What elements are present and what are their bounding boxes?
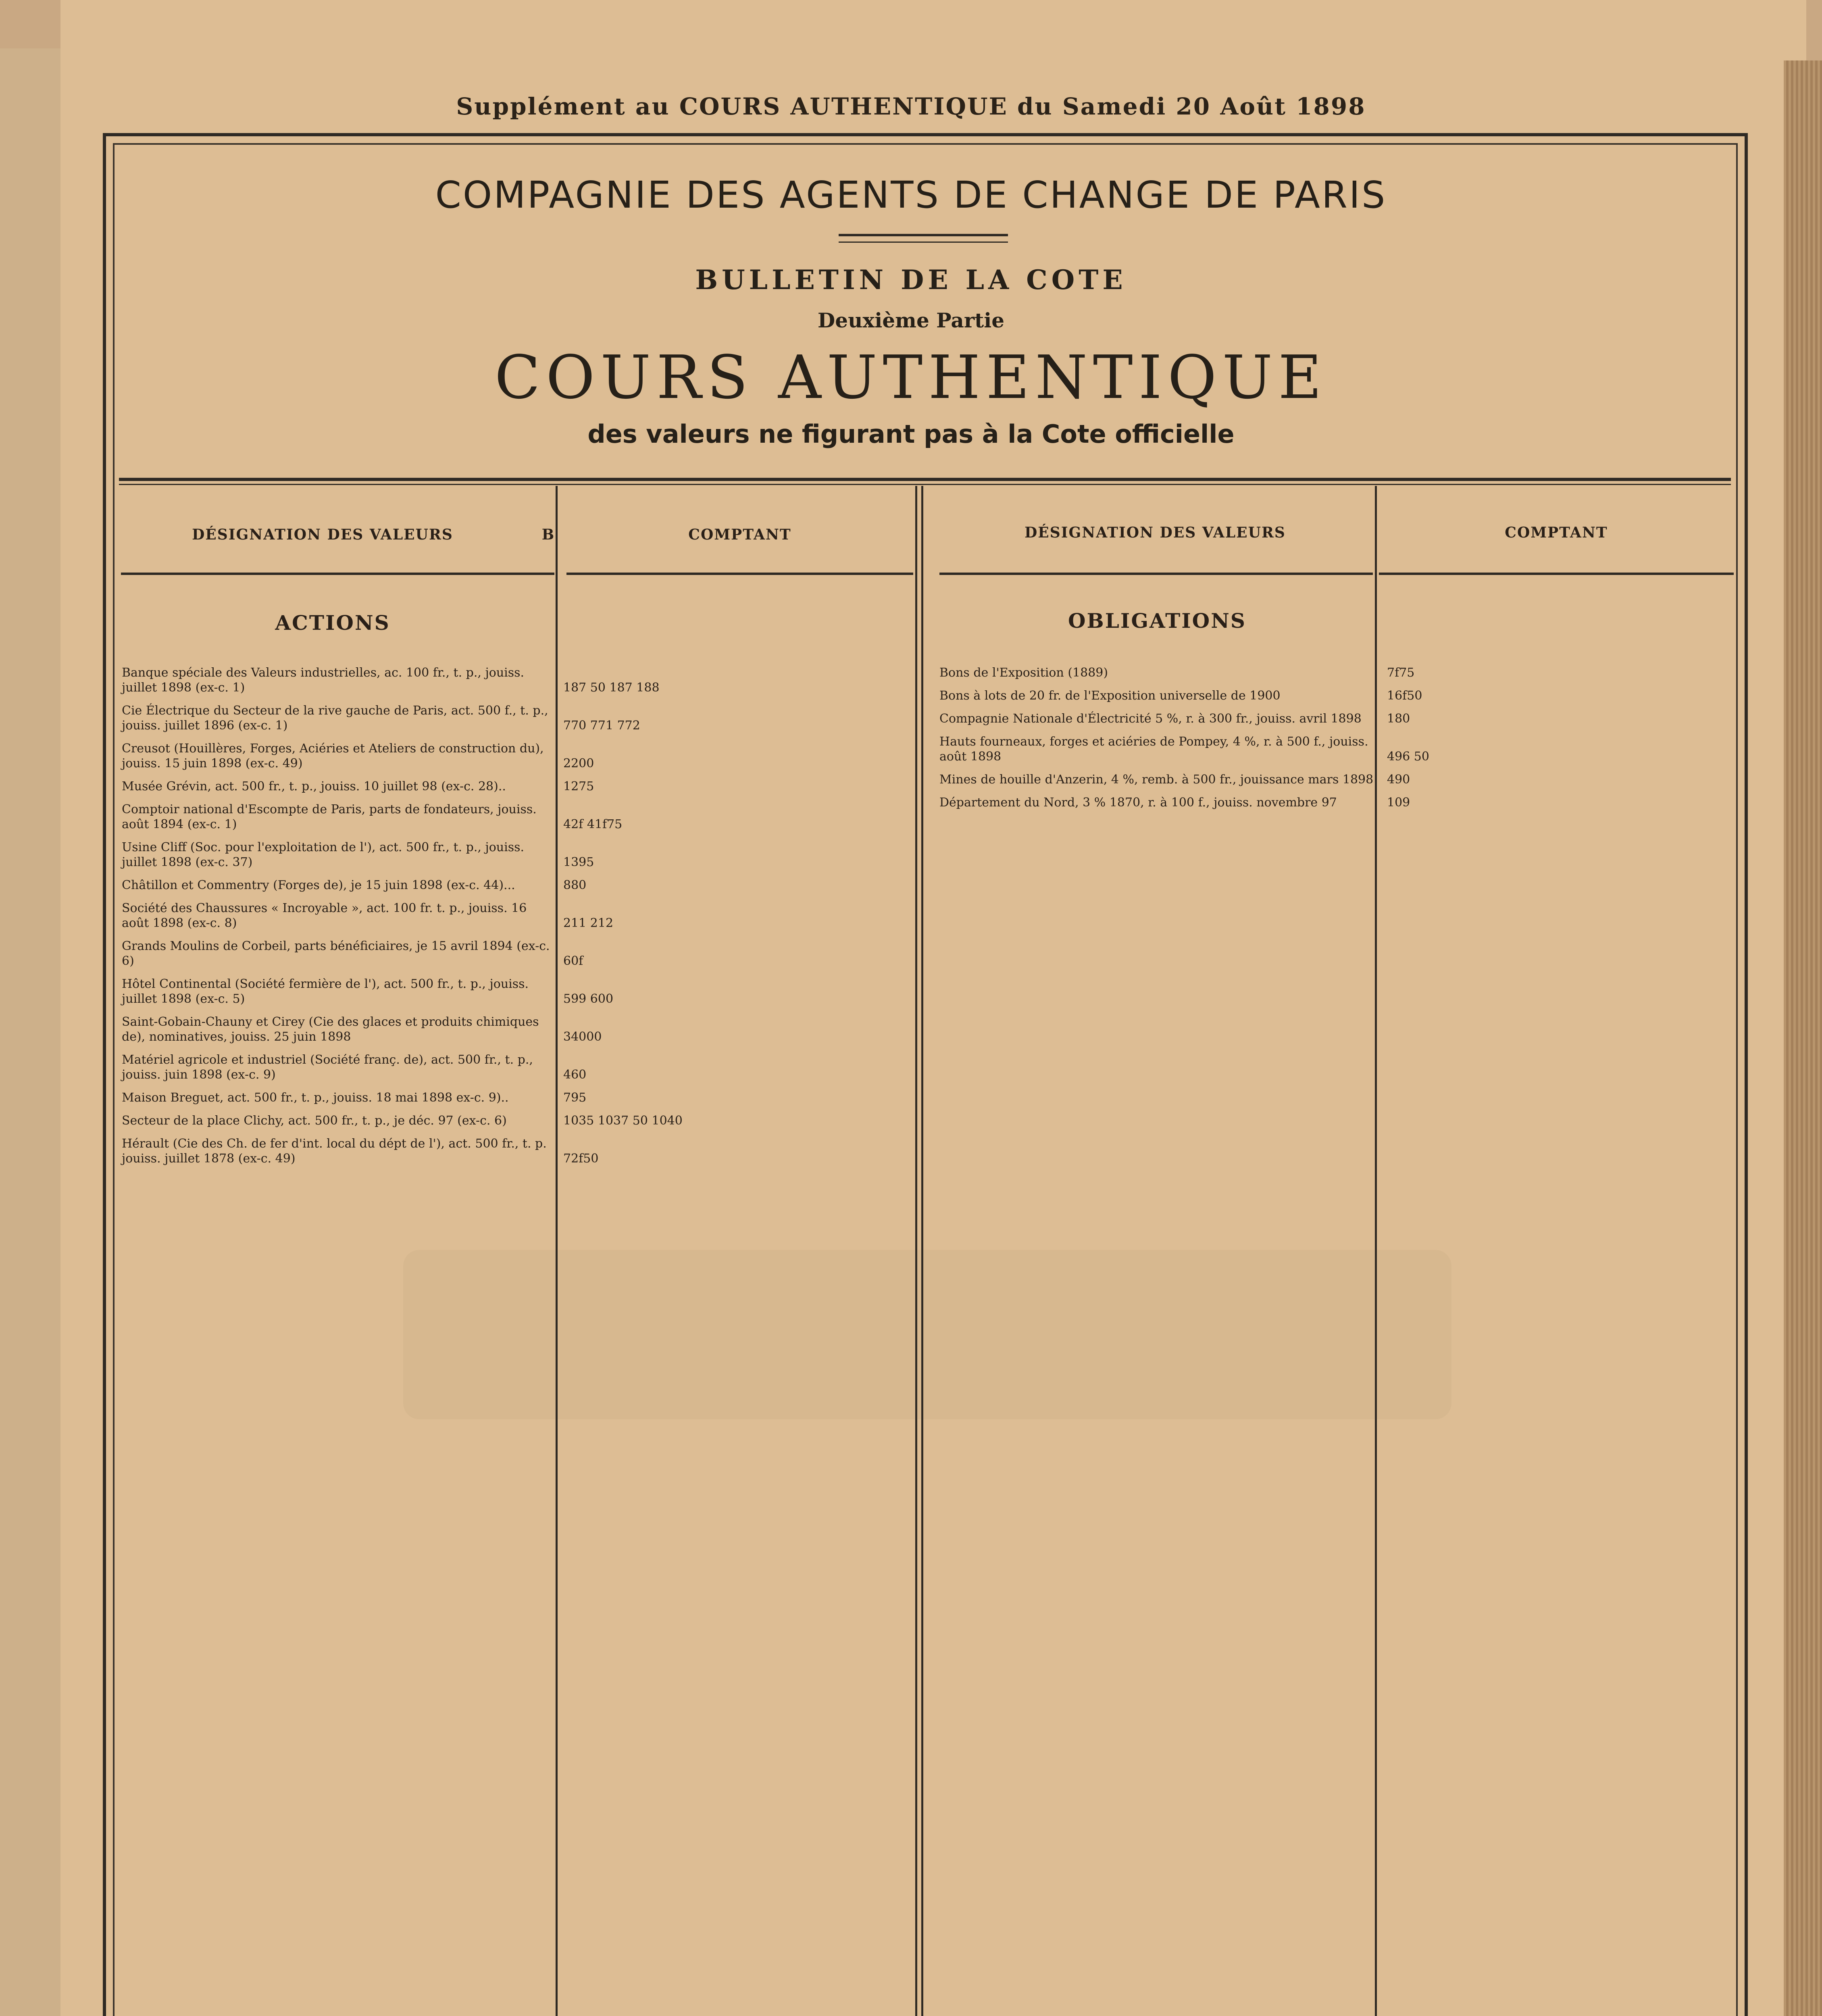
top-divider-2b	[921, 486, 923, 2016]
designation: Maison Breguet, act. 500 fr., t. p., jouiss. 18 mai 1898 ex-c. 9)..	[122, 1091, 509, 1105]
header-underline-3	[939, 573, 1373, 575]
list-item	[122, 779, 594, 794]
designation: Musée Grévin, act. 500 fr., t. p., jouiss. 10 juillet 98 (ex-c. 28)..	[122, 779, 506, 793]
designation: Banque spéciale des Valeurs industrielles, ac. 100 fr., t. p., jouiss. juillet 1898 (ex-c. 1)	[122, 666, 525, 695]
designation: Compagnie Nationale d'Électricité 5 %, r. à 300 fr., jouiss. avril 1898	[939, 712, 1362, 726]
designation: Usine Cliff (Soc. pour l'exploitation de l'), act. 500 fr., t. p., jouiss. juillet 1898 (ex-c. 37)	[122, 840, 525, 869]
designation: Hauts fourneaux, forges et aciéries de Pompey, 4 %, r. à 500 f., jouiss. août 1898	[939, 735, 1368, 764]
col-header-designation-right: DÉSIGNATION DES VALEURS	[1024, 524, 1286, 541]
comptant-value: 60f	[563, 954, 583, 968]
comptant-value: 180	[1387, 712, 1410, 726]
comptant-value: 599 600	[563, 992, 614, 1006]
obligations-title: OBLIGATIONS	[1068, 609, 1247, 633]
designation: Grands Moulins de Corbeil, parts bénéficiaires, je 15 avril 1894 (ex-c. 6)	[122, 939, 550, 968]
list-item	[122, 1136, 599, 1166]
company-title: COMPAGNIE DES AGENTS DE CHANGE DE PARIS	[435, 173, 1387, 217]
list-item	[122, 703, 640, 733]
list-item	[122, 840, 594, 870]
title-ornament	[839, 234, 1008, 243]
col-header-b-marker: B	[541, 526, 555, 543]
designation: Hérault (Cie des Ch. de fer d'int. local du dépt de l'), act. 500 fr., t. p. jouiss. juillet 1878 (ex-c. 49)	[122, 1137, 547, 1166]
designation: Bons de l'Exposition (1889)	[939, 666, 1108, 680]
header-publication: COURS AUTHENTIQUE	[679, 93, 1008, 120]
list-item	[122, 802, 623, 832]
designation: Saint-Gobain-Chauny et Cirey (Cie des glaces et produits chimiques de), nominatives, jouiss. 25 juin 1898	[122, 1015, 539, 1044]
list-item	[122, 1090, 587, 1105]
part-title: Deuxième Partie	[817, 308, 1005, 332]
header-underline-4	[1379, 573, 1734, 575]
list-item	[122, 878, 587, 893]
list-item	[939, 688, 1422, 703]
list-item	[122, 1052, 587, 1082]
designation: Cie Électrique du Secteur de la rive gauche de Paris, act. 500 f., t. p., jouiss. juillet 1896 (ex-c. 1)	[122, 704, 548, 733]
designation: Hôtel Continental (Société fermière de l'), act. 500 fr., t. p., jouiss. juillet 1898 (ex-c. 5)	[122, 977, 529, 1006]
header-prefix: Supplément au	[456, 93, 670, 120]
comptant-value: 770 771 772	[563, 719, 640, 733]
obligations-list	[939, 665, 1429, 818]
list-item	[939, 772, 1410, 787]
header-underline-1	[121, 573, 554, 575]
list-item	[122, 1113, 683, 1128]
designation: Bons à lots de 20 fr. de l'Exposition universelle de 1900	[939, 689, 1281, 703]
actions-list	[122, 665, 683, 1174]
top-divider-3	[1375, 486, 1377, 2016]
header-date: du Samedi 20 Août 1898	[1017, 93, 1366, 120]
list-item	[122, 901, 614, 931]
list-item	[939, 734, 1429, 764]
top-divider-1	[556, 486, 558, 2016]
comptant-value: 1035 1037 50 1040	[563, 1114, 683, 1128]
comptant-value: 211 212	[563, 916, 614, 930]
main-title: COURS AUTHENTIQUE	[494, 343, 1328, 412]
masthead-rule	[119, 478, 1731, 481]
designation: Matériel agricole et industriel (Société franç. de), act. 500 fr., t. p., jouiss. juin 1898 (ex-c. 9)	[122, 1053, 533, 1082]
list-item	[122, 1014, 602, 1044]
col-header-comptant-left: COMPTANT	[688, 526, 791, 543]
list-item	[122, 977, 614, 1006]
actions-title: ACTIONS	[275, 611, 390, 635]
designation: Secteur de la place Clichy, act. 500 fr., t. p., je déc. 97 (ex-c. 6)	[122, 1114, 507, 1128]
bulletin-title: BULLETIN DE LA COTE	[695, 264, 1127, 296]
comptant-value: 460	[563, 1068, 587, 1082]
designation: Mines de houille d'Anzerin, 4 %, remb. à 500 fr., jouissance mars 1898	[939, 773, 1374, 787]
comptant-value: 1275	[563, 779, 594, 793]
comptant-value: 34000	[563, 1030, 602, 1044]
designation: Châtillon et Commentry (Forges de), je 15 juin 1898 (ex-c. 44)...	[122, 878, 515, 892]
designation: Département du Nord, 3 % 1870, r. à 100 f., jouiss. novembre 97	[939, 796, 1337, 810]
comptant-value: 2200	[563, 756, 594, 771]
list-item	[939, 711, 1410, 726]
supplement-header	[0, 93, 1822, 120]
list-item	[122, 939, 583, 968]
comptant-value: 109	[1387, 796, 1410, 810]
comptant-value: 16f50	[1387, 689, 1422, 703]
comptant-value: 880	[563, 878, 587, 892]
header-underline-2	[566, 573, 913, 575]
list-item	[939, 665, 1415, 680]
comptant-value: 187 50 187 188	[563, 681, 660, 695]
designation: Société des Chaussures « Incroyable », act. 100 fr. t. p., jouiss. 16 août 1898 (ex-c. 8)	[122, 901, 527, 930]
list-item	[939, 795, 1410, 810]
comptant-value: 72f50	[563, 1152, 599, 1166]
comptant-value: 7f75	[1387, 666, 1415, 680]
comptant-value: 496 50	[1387, 750, 1429, 764]
comptant-value: 490	[1387, 773, 1410, 787]
masthead-rule-thin	[119, 484, 1731, 485]
comptant-value: 42f 41f75	[563, 817, 623, 831]
col-header-designation-left: DÉSIGNATION DES VALEURS	[192, 526, 453, 543]
subtitle: des valeurs ne figurant pas à la Cote officielle	[587, 419, 1235, 449]
designation: Creusot (Houillères, Forges, Aciéries et Ateliers de construction du), jouiss. 15 juin 1898 (ex-c. 49)	[122, 741, 544, 771]
comptant-value: 795	[563, 1091, 587, 1105]
designation: Comptoir national d'Escompte de Paris, parts de fondateurs, jouiss. août 1894 (ex-c. 1)	[122, 802, 537, 831]
col-header-comptant-right: COMPTANT	[1505, 524, 1608, 541]
list-item	[122, 741, 594, 771]
list-item	[122, 665, 660, 695]
top-divider-2a	[915, 486, 917, 2016]
comptant-value: 1395	[563, 855, 594, 869]
